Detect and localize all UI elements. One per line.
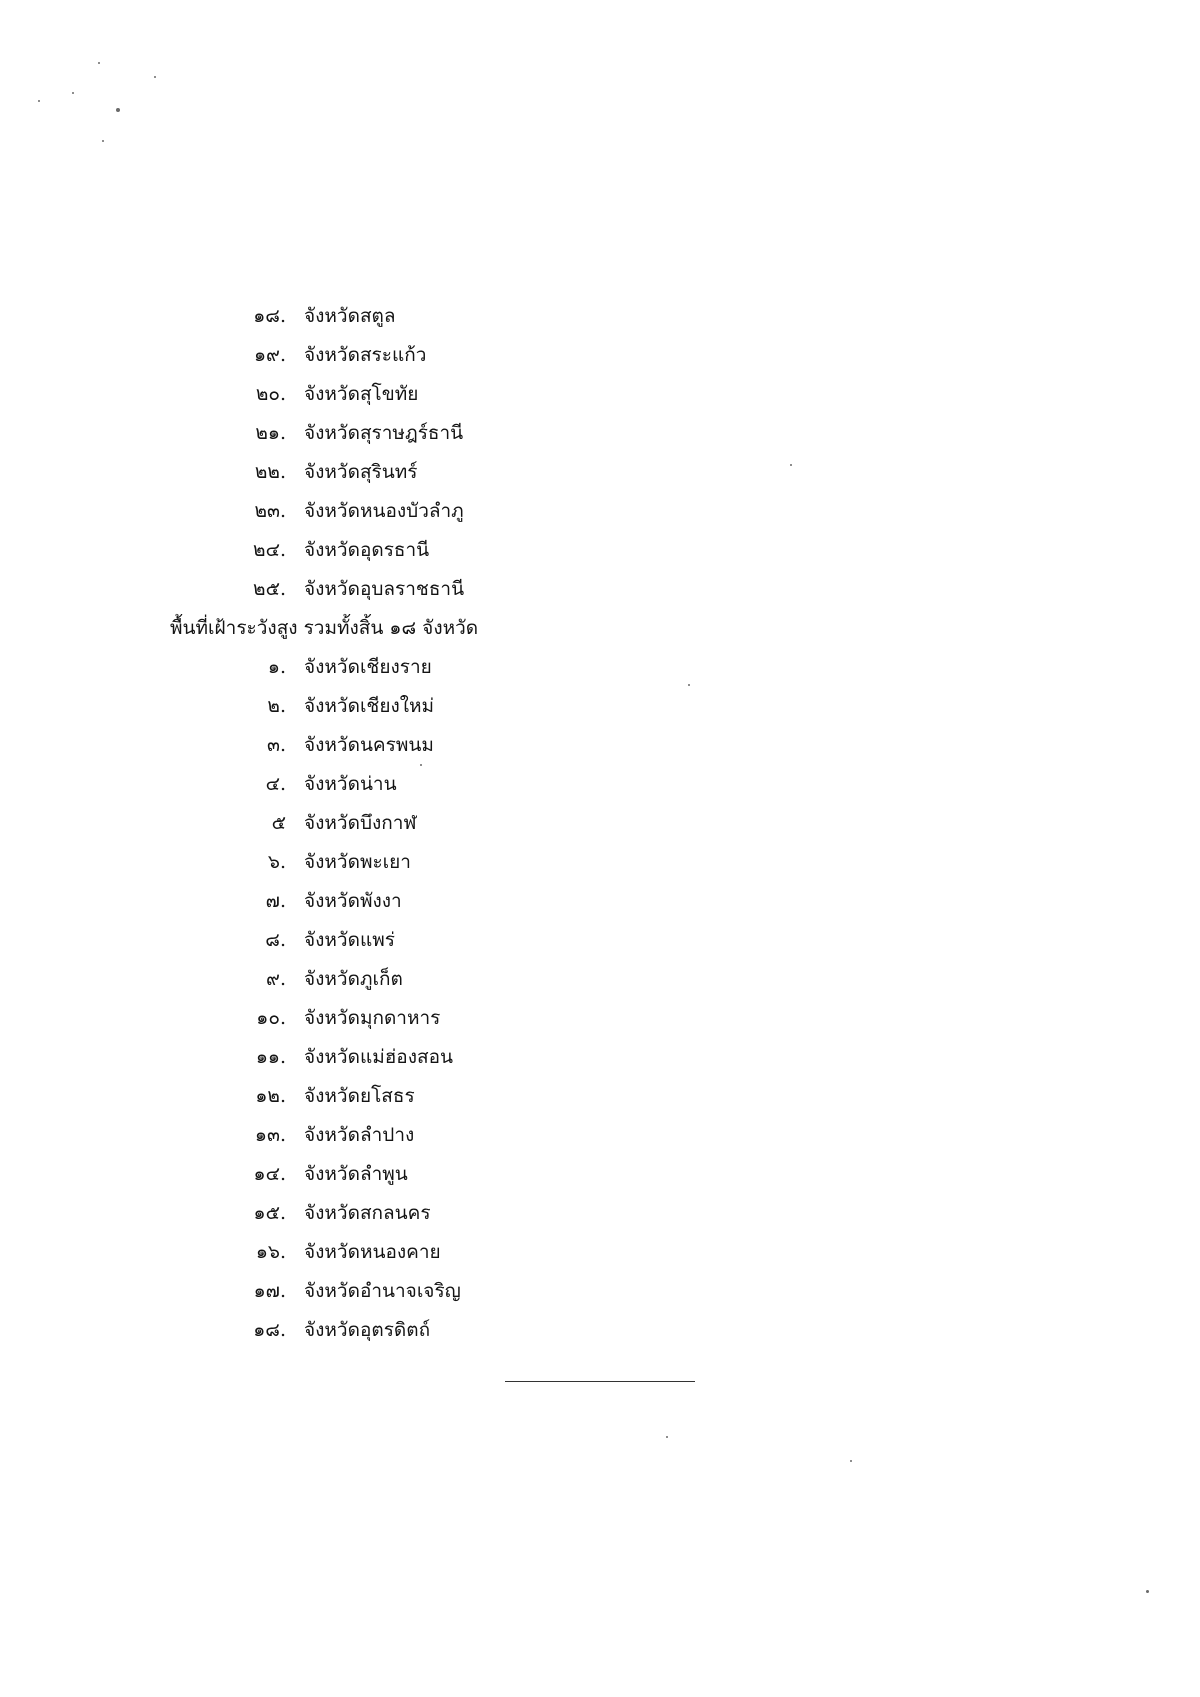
section-heading: พื้นที่เฝ้าระวังสูง รวมทั้งสิ้น ๑๘ จังหวัด [170,617,479,639]
list-item [0,492,1200,530]
list-item [0,843,1200,881]
province-name: จังหวัดอำนาจเจริญ [304,1280,461,1302]
list-item [0,531,1200,569]
list-item [0,648,1200,686]
list-item [0,1116,1200,1154]
province-name: จังหวัดบึงกาฬ [304,812,417,834]
scan-speck [154,76,156,78]
province-name: จังหวัดสุโขทัย [304,383,419,405]
scan-speck [1146,1590,1149,1593]
list-item [0,297,1200,335]
item-number: ๒๕. [253,578,286,600]
item-number: ๑๑. [255,1046,286,1068]
item-number: ๑๔. [253,1163,286,1185]
item-number: ๔. [265,773,286,795]
province-name: จังหวัดอุตรดิตถ์ [304,1319,431,1341]
item-number: ๑๕. [253,1202,286,1224]
province-name: จังหวัดสระแก้ว [304,344,427,366]
list-item [0,687,1200,725]
list-item [0,453,1200,491]
list-item [0,414,1200,452]
item-number: ๓. [266,734,286,756]
list-item [0,921,1200,959]
item-number: ๒. [267,695,286,717]
list-item [0,375,1200,413]
province-name: จังหวัดนครพนม [304,734,434,756]
province-name: จังหวัดภูเก็ต [304,968,403,990]
item-number: ๗. [265,890,286,912]
province-name: จังหวัดสตูล [304,305,396,327]
list-item [0,960,1200,998]
scan-speck [98,62,100,64]
province-name: จังหวัดสกลนคร [304,1202,431,1224]
item-number: ๒๐. [255,383,286,405]
province-name: จังหวัดยโสธร [304,1085,415,1107]
list-item [0,1311,1200,1349]
province-name: จังหวัดน่าน [304,773,397,795]
end-divider [505,1381,695,1382]
list-item [0,1155,1200,1193]
province-name: จังหวัดเชียงใหม่ [304,695,435,717]
province-name: จังหวัดเชียงราย [304,656,432,678]
item-number: ๑๖. [255,1241,286,1263]
scan-speck [116,108,120,112]
list-item [0,726,1200,764]
item-number: ๑๘. [253,305,286,327]
item-number: ๑๗. [253,1280,286,1302]
item-number: ๒๓. [254,500,286,522]
item-number: ๕ [271,812,286,834]
province-name: จังหวัดหนองบัวลำภู [304,500,464,522]
scan-speck [666,1436,668,1438]
list-item [0,1038,1200,1076]
item-number: ๙. [266,968,286,990]
province-name: จังหวัดลำพูน [304,1163,408,1185]
province-name: จังหวัดอุบลราชธานี [304,578,465,600]
list-item [0,999,1200,1037]
scan-speck [72,92,74,94]
list-item [0,1077,1200,1115]
list-item [0,765,1200,803]
list-item [0,1194,1200,1232]
item-number: ๒๑. [255,422,286,444]
item-number: ๑๙. [253,344,286,366]
item-number: ๖. [267,851,286,873]
scan-speck [38,100,40,102]
province-name: จังหวัดสุรินทร์ [304,461,418,483]
province-name: จังหวัดแม่ฮ่องสอน [304,1046,453,1068]
item-number: ๑๒. [255,1085,286,1107]
province-name: จังหวัดหนองคาย [304,1241,441,1263]
province-name: จังหวัดอุดรธานี [304,539,430,561]
item-number: ๒๒. [254,461,286,483]
item-number: ๑. [267,656,286,678]
list-item [0,804,1200,842]
item-number: ๑๓. [254,1124,286,1146]
scan-speck [850,1460,852,1462]
list-item [0,1272,1200,1310]
province-name: จังหวัดสุราษฎร์ธานี [304,422,464,444]
list-item [0,570,1200,608]
province-name: จังหวัดพะเยา [304,851,411,873]
province-name: จังหวัดลำปาง [304,1124,415,1146]
item-number: ๑๐. [256,1007,286,1029]
province-name: จังหวัดแพร่ [304,929,395,951]
item-number: ๒๔. [253,539,286,561]
list-item [0,882,1200,920]
item-number: ๑๘. [253,1319,286,1341]
item-number: ๘. [265,929,286,951]
scan-speck [102,140,104,142]
list-item [0,336,1200,374]
list-item [0,1233,1200,1271]
province-name: จังหวัดมุกดาหาร [304,1007,441,1029]
province-name: จังหวัดพังงา [304,890,402,912]
